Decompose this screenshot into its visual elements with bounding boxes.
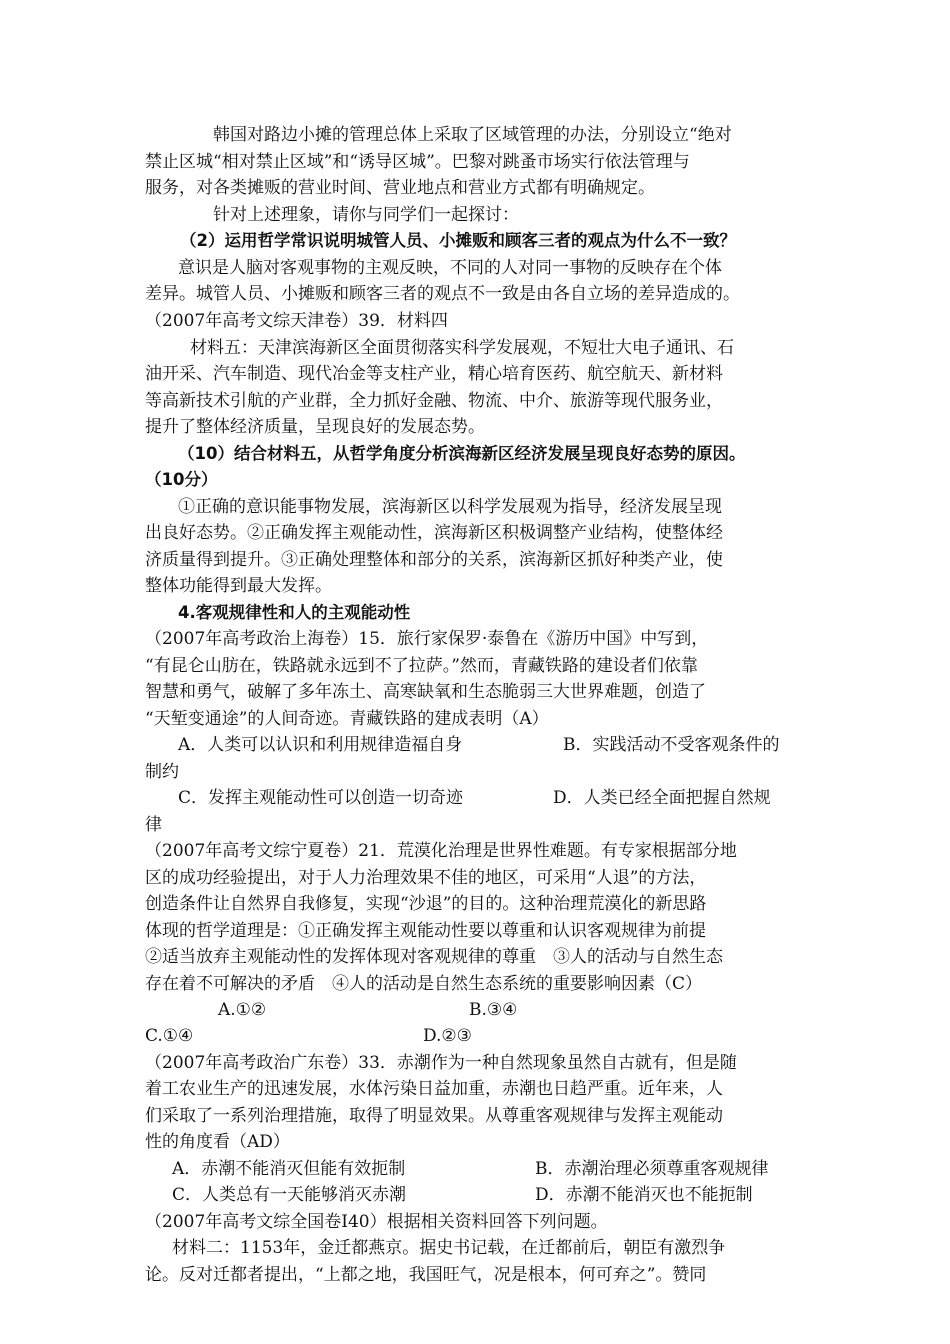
answer-line: 差异。城管人员、小摊贩和顾客三者的观点不一致是由各自立场的差异造成的。	[145, 284, 740, 304]
option-continuation: 制约	[145, 762, 179, 782]
paragraph-line: 服务，对各类摊贩的营业时间、营业地点和营业方式都有明确规定。	[145, 178, 655, 198]
paragraph-line: 提升了整体经济质量，呈现良好的发展态势。	[145, 417, 485, 437]
paragraph-line: 等高新技术引航的产业群，全力抓好金融、物流、中介、旅游等现代服务业，	[145, 391, 723, 411]
question-line: “有昆仑山肪在，铁路就永远到不了拉萨。”然而，青藏铁路的建设者们依靠	[145, 656, 698, 676]
section-heading: 4.客观规律性和人的主观能动性	[178, 603, 411, 622]
answer-line: 济质量得到提升。③正确处理整体和部分的关系，滨海新区抓好种类产业，使	[145, 550, 723, 570]
option-a: A.①②	[218, 1000, 267, 1020]
option-c: C．发挥主观能动性可以创造一切奇迹	[178, 788, 464, 808]
answer-line: 意识是人脑对客观事物的主观反映，不同的人对同一事物的反映存在个体	[178, 258, 722, 278]
question-line: “天堑变通途”的人间奇迹。青藏铁路的建成表明（A）	[145, 709, 549, 729]
question-line: 体现的哲学道理是：①正确发挥主观能动性要以尊重和认识客观规律为前提	[145, 921, 706, 941]
question-line: （2007年高考文综宁夏卷）21．荒漠化治理是世界性难题。有专家根据部分地	[145, 841, 737, 861]
question-heading: （10）结合材料五，从哲学角度分析滨海新区经济发展呈现良好态势的原因。	[178, 444, 746, 463]
question-score: （10分）	[145, 470, 218, 489]
question-line: 存在着不可解决的矛盾 ④人的活动是自然生态系统的重要影响因素（C）	[145, 974, 703, 994]
paragraph-line: 韩国对路边小摊的管理总体上采取了区域管理的办法，分别设立“绝对	[213, 125, 732, 145]
question-line: 着工农业生产的迅速发展，水体污染日益加重，赤潮也日趋严重。近年来，人	[145, 1079, 723, 1099]
paragraph-line: 油开采、汽车制造、现代冶金等支柱产业，精心培育医药、航空航天、新材料	[145, 364, 723, 384]
answer-line: ①正确的意识能事物发展，滨海新区以科学发展观为指导，经济发展呈现	[178, 497, 722, 517]
option-c: C.①④	[145, 1026, 194, 1046]
paragraph-line: 论。反对迁都者提出，“上都之地，我国旺气，况是根本，何可弃之”。赞同	[145, 1265, 707, 1285]
option-d: D.②③	[423, 1026, 472, 1046]
option-b: B．赤潮治理必须尊重客观规律	[535, 1159, 769, 1179]
option-continuation: 律	[145, 815, 162, 835]
question-line: 创造条件让自然界自我修复，实现“沙退”的目的。这种治理荒漠化的新思路	[145, 894, 707, 914]
paragraph-line: 针对上述理象，请你与同学们一起探讨：	[213, 205, 519, 225]
option-a: A．人类可以认识和利用规律造福自身	[178, 735, 463, 755]
question-line: （2007年高考政治广东卷）33．赤潮作为一种自然现象虽然自古就有，但是随	[145, 1053, 737, 1073]
option-d: D．赤潮不能消灭也不能扼制	[535, 1185, 753, 1205]
source-line: （2007年高考文综全国卷Ⅰ40）根据相关资料回答下列问题。	[145, 1212, 608, 1232]
option-a: A．赤潮不能消灭但能有效扼制	[172, 1159, 406, 1179]
paragraph-line: 材料二：1153年，金迁都燕京。据史书记载，在迁都前后，朝臣有激烈争	[172, 1238, 726, 1258]
paragraph-line: 禁止区城“相对禁止区域”和“诱导区城”。巴黎对跳蚤市场实行依法管理与	[145, 152, 690, 172]
option-b: B．实践活动不受客观条件的	[563, 735, 780, 755]
question-line: 性的角度看（AD）	[145, 1132, 290, 1152]
source-line: （2007年高考文综天津卷）39．材料四	[145, 311, 448, 331]
question-line: 区的成功经验提出，对于人力治理效果不佳的地区，可采用“人退”的方法，	[145, 868, 707, 888]
question-line: （2007年高考政治上海卷）15．旅行家保罗·泰鲁在《游历中国》中写到，	[145, 629, 709, 649]
question-line: ②适当放弃主观能动性的发挥体现对客观规律的尊重 ③人的活动与自然生态	[145, 947, 723, 967]
option-c: C．人类总有一天能够消灭赤潮	[172, 1185, 407, 1205]
answer-line: 出良好态势。②正确发挥主观能动性，滨海新区积极调整产业结构，使整体经	[145, 523, 723, 543]
paragraph-line: 材料五：天津滨海新区全面贯彻落实科学发展观，不短壮大电子通讯、石	[190, 338, 734, 358]
option-d: D．人类已经全面把握自然规	[553, 788, 771, 808]
question-heading: （2）运用哲学常识说明城管人员、小摊贩和顾客三者的观点为什么不一致？	[180, 231, 736, 250]
question-line: 们采取了一系列治理措施，取得了明显效果。从尊重客观规律与发挥主观能动	[145, 1106, 723, 1126]
option-b: B.③④	[469, 1000, 518, 1020]
answer-line: 整体功能得到最大发挥。	[145, 576, 332, 596]
question-line: 智慧和勇气，破解了多年冻土、高寒缺氧和生态脆弱三大世界难题，创造了	[145, 682, 706, 702]
